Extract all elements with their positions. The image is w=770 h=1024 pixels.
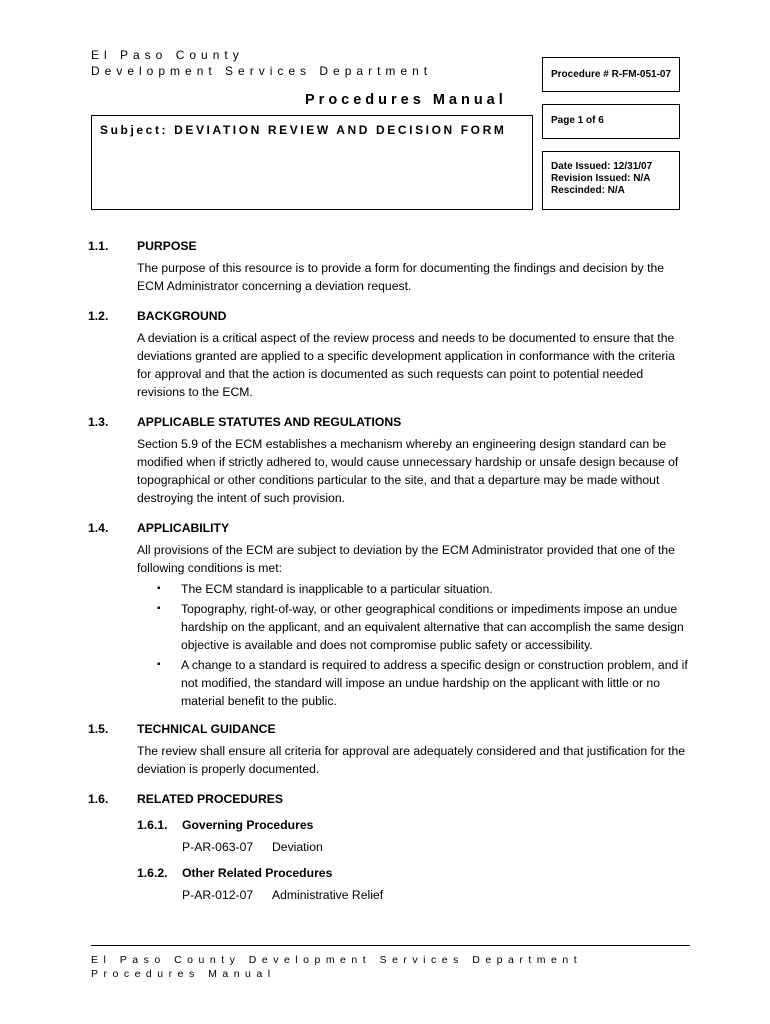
subsection-title: Governing Procedures [182, 818, 314, 832]
section-text: The review shall ensure all criteria for approval are adequately considered and that justification for the deviation is properly documented. [137, 744, 686, 776]
section-number: 1.2. [88, 309, 109, 323]
rescinded: Rescinded: N/A [551, 185, 625, 196]
page-number-box [542, 104, 680, 139]
section-number: 1.3. [88, 415, 109, 429]
organization-header [91, 47, 432, 79]
manual-title: Procedures Manual [305, 92, 507, 108]
department-name: Development Services Department [91, 64, 433, 78]
section-related-procedures [88, 790, 688, 904]
date-issued: Date Issued: 12/31/07 [551, 161, 653, 172]
section-number: 1.4. [88, 521, 109, 535]
page-number: Page 1 of 6 [551, 115, 604, 126]
section-number: 1.1. [88, 239, 109, 253]
section-title: PURPOSE [137, 239, 197, 253]
revision-issued: Revision Issued: N/A [551, 173, 651, 184]
section-number: 1.5. [88, 722, 109, 736]
section-purpose [88, 237, 688, 295]
subsection-other-related [137, 864, 688, 882]
document-body [88, 237, 688, 904]
org-name: El Paso County [91, 48, 244, 62]
procedure-number-box [542, 57, 680, 92]
footer-manual: Procedures Manual [91, 968, 276, 980]
procedure-reference [182, 838, 688, 856]
procedure-code: P-AR-012-07 [182, 888, 254, 902]
section-text: All provisions of the ECM are subject to deviation by the ECM Administrator provided that one of the following conditions is met: [137, 543, 675, 575]
section-title: TECHNICAL GUIDANCE [137, 722, 276, 736]
page-footer [91, 953, 582, 981]
footer-department: El Paso County Development Services Department [91, 954, 583, 966]
subject-box [91, 115, 533, 210]
conditions-list [157, 580, 688, 710]
section-title: APPLICABLE STATUTES AND REGULATIONS [137, 415, 402, 429]
procedure-number: Procedure # R-FM-051-07 [551, 69, 672, 80]
section-applicability [88, 519, 688, 710]
procedure-reference [182, 886, 688, 904]
procedure-name: Administrative Relief [272, 888, 384, 902]
subsection-title: Other Related Procedures [182, 866, 333, 880]
section-text: Section 5.9 of the ECM establishes a mechanism whereby an engineering design standard can be modified when if strictly adhered to, would cause unnecessary hardship or unsafe design because of topographical or other conditions particular to the site, and that a departure may be made without destroying the intent of such provision. [137, 437, 679, 505]
footer-divider [91, 945, 690, 946]
section-title: RELATED PROCEDURES [137, 792, 284, 806]
list-item: ▪ A change to a standard is required to address a specific design or construction problem, and if not modified, the standard will impose an undue hardship on the applicant with little or no material benefit to the public. [157, 656, 688, 710]
list-item: ▪ The ECM standard is inapplicable to a particular situation. [157, 580, 688, 598]
subsection-governing [137, 816, 688, 834]
procedure-code: P-AR-063-07 [182, 840, 254, 854]
section-title: BACKGROUND [137, 309, 227, 323]
section-text: The purpose of this resource is to provide a form for documenting the findings and decision by the ECM Administrator concerning a deviation request. [137, 261, 665, 293]
subsection-number: 1.6.1. [137, 818, 168, 832]
section-statutes [88, 413, 688, 507]
section-title: APPLICABILITY [137, 521, 230, 535]
subsection-number: 1.6.2. [137, 866, 168, 880]
section-background [88, 307, 688, 401]
procedure-name: Deviation [272, 840, 323, 854]
section-technical-guidance [88, 720, 688, 778]
section-number: 1.6. [88, 792, 109, 806]
section-text: A deviation is a critical aspect of the review process and needs to be documented to ensure that the deviations granted are applied to a specific development application in conformance with the criteria for approval and that the action is documented as such requests can point to potential needed revisions to the ECM. [137, 331, 675, 399]
subject-title: Subject: DEVIATION REVIEW AND DECISION FORM [100, 123, 507, 137]
list-item: ▪ Topography, right-of-way, or other geographical conditions or impediments impose an undue hardship on the applicant, and an equivalent alternative that can accomplish the same design objective is available and does not compromise public safety or accessibility. [157, 600, 688, 654]
dates-box [542, 151, 680, 210]
